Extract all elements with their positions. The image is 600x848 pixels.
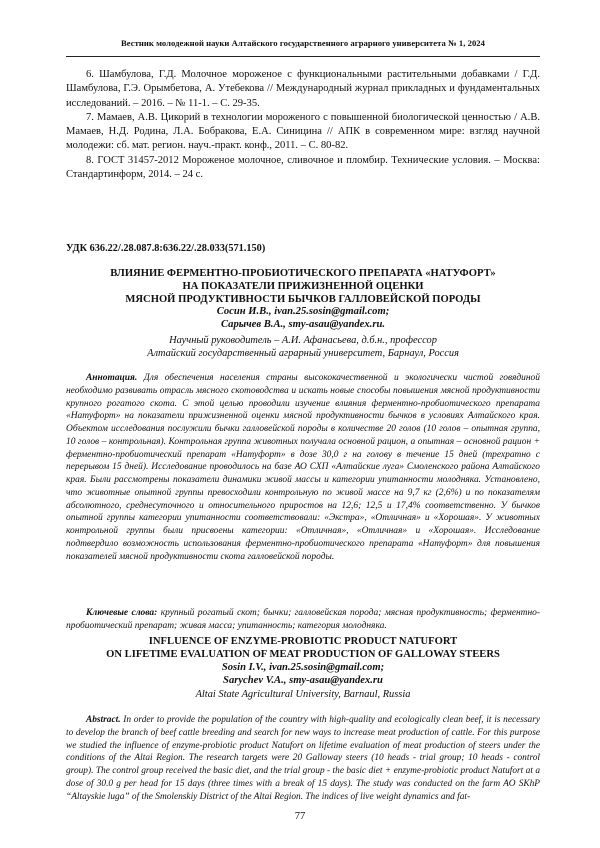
article-title-en — [66, 635, 540, 661]
journal-header: Вестник молодежной науки Алтайского государственного аграрного университета № 1, 2024 — [120, 38, 486, 48]
title-line: ON LIFETIME EVALUATION OF MEAT PRODUCTION OF GALLOWAY STEERS — [106, 649, 500, 660]
author-line: Sosin I.V., ivan.25.sosin@gmail.com; — [221, 662, 385, 673]
abstract-text: In order to provide the population of the country with high-quality and ecologically clean beef, it is necessary to develop the branch of beef cattle breeding and search for new ways to increase meat production of cattle. For this purpose we studied the influence of enzyme-probiotic product Natufort on lifetime evaluation of meat production of steers under the conditions of the Altai Region. The research targets were 20 Galloway steers (10 heads - trial group; 10 heads - control group). The control group received the basic diet, and the trial group - the basic diet + enzyme-probiotic product Natufort at a dose of 30.0 g per head for 15 days (three times with a break of 15 days). The study was conducted on the farm AO SKhP “Altayskie luga” of the Smolenskiy District of the Altai Region. The indices of live weight dynamics and fat- — [66, 715, 540, 802]
udc-code: УДК 636.22/.28.087.8:636.22/.28.033(571.150) — [66, 243, 266, 254]
article-title-ru — [66, 267, 540, 306]
supervisor-line: Научный руководитель – А.И. Афанасьева, д.б.н., профессор — [169, 335, 437, 346]
reference-list — [66, 68, 540, 182]
abstract-label: Аннотация. — [86, 373, 138, 383]
keywords-label: Ключевые слова: — [86, 608, 158, 618]
affiliation-line: Altai State Agricultural University, Barnaul, Russia — [195, 689, 411, 700]
reference-item: 8. ГОСТ 31457-2012 Мороженое молочное, сливочное и пломбир. Технические условия. – Москва: Стандартинформ, 2014. – 24 с. — [66, 154, 540, 181]
title-line: НА ПОКАЗАТЕЛИ ПРИЖИЗНЕННОЙ ОЦЕНКИ — [182, 281, 424, 292]
abstract-label: Abstract. — [86, 715, 121, 725]
author-line: Сосин И.В., ivan.25.sosin@gmail.com; — [216, 306, 390, 317]
title-line: МЯСНОЙ ПРОДУКТИВНОСТИ БЫЧКОВ ГАЛЛОВЕЙСКОЙ ПОРОДЫ — [125, 294, 481, 305]
abstract-text: Для обеспечения населения страны высококачественной и экологически чистой говядиной необходимо развивать отрасль мясного скотоводства и искать новые способы повышения мясной продуктивности крупного рогатого скота. С этой целью проводили изучение влияния ферментно-пробиотического препарата «Натуфорт» на показатели прижизненной оценки мясной продуктивности бычков в условиях Алтайского края. Объектом исследования послужили бычки галловейской породы в количестве 20 голов (10 голов – опытная группа, 10 голов – контрольная). Контрольная группа животных получала основной рацион, а опытная – основной рацион + ферментно-пробиотический препарат «Натуфорт» в дозе 30,0 г на голову в течение 15 дней (трехратно с перерывом 15 дней). Исследование проводилось на базе АО СХП «Алтайские луга» Смоленского района Алтайского края. Были рассмотрены показатели динамики живой массы и категории упитанности молодняка. Установлено, что животные опытной группы превосходили контрольную по живой массе на 9,7 кг (2,6%) и по показателям абсолютного, среднесуточного и относительного приростов на 12,6; 12,5 и 17,4% соответственно. У бычков опытной группы категории упитанности соответствовали: «Экстра», «Отличная» и «Хорошая». У животных контрольной группы были присвоены категории: «Отличная», «Отличная» и «Хорошая». Исследование подтвердило возможность использования ферментно-пробиотического препарата «Натуфорт» для повышения показателей мясной продуктивности скота галловейской породы. — [66, 373, 540, 562]
keywords-ru — [66, 607, 540, 633]
authors-en — [66, 661, 540, 688]
page-number: 77 — [294, 811, 306, 822]
author-line: Сарычев В.А., smy-asau@yandex.ru. — [221, 319, 385, 331]
affiliation-ru — [66, 334, 540, 361]
authors-ru — [66, 305, 540, 332]
author-line: Sarychev V.A., smy-asau@yandex.ru — [223, 675, 383, 687]
header-divider — [66, 56, 540, 57]
affiliation-line: Алтайский государственный аграрный университет, Барнаул, Россия — [147, 348, 459, 360]
keywords-text: крупный рогатый скот; бычки; галловейская порода; мясная продуктивность; ферментно-пробиотический препарат; живая масса; упитанность; категория молодняка. — [66, 608, 540, 631]
title-line: ВЛИЯНИЕ ФЕРМЕНТНО-ПРОБИОТИЧЕСКОГО ПРЕПАРАТА «НАТУФОРТ» — [110, 268, 496, 279]
abstract-en — [66, 714, 540, 803]
abstract-ru — [66, 372, 540, 563]
reference-item: 7. Мамаев, А.В. Цикорий в технологии мороженого с повышенной биологической ценностью / А.В. Мамаев, Н.Д. Родина, Л.А. Бобракова, Е.А. Синицина // АПК в современном мире: взгляд научной молодежи: сб. мат. регион. науч.-практ. конф., 2011. – С. 80-82. — [66, 111, 540, 152]
reference-item: 6. Шамбулова, Г.Д. Молочное мороженое с функциональными растительными добавками / Г.Д. Шамбулова, Г.Э. Орымбетова, А. Утебекова // Международный журнал прикладных и фундаментальных исследований. – 2016. – № 11-1. – С. 29-35. — [66, 69, 540, 109]
title-line: INFLUENCE OF ENZYME-PROBIOTIC PRODUCT NATUFORT — [148, 636, 458, 647]
affiliation-en — [66, 688, 540, 701]
